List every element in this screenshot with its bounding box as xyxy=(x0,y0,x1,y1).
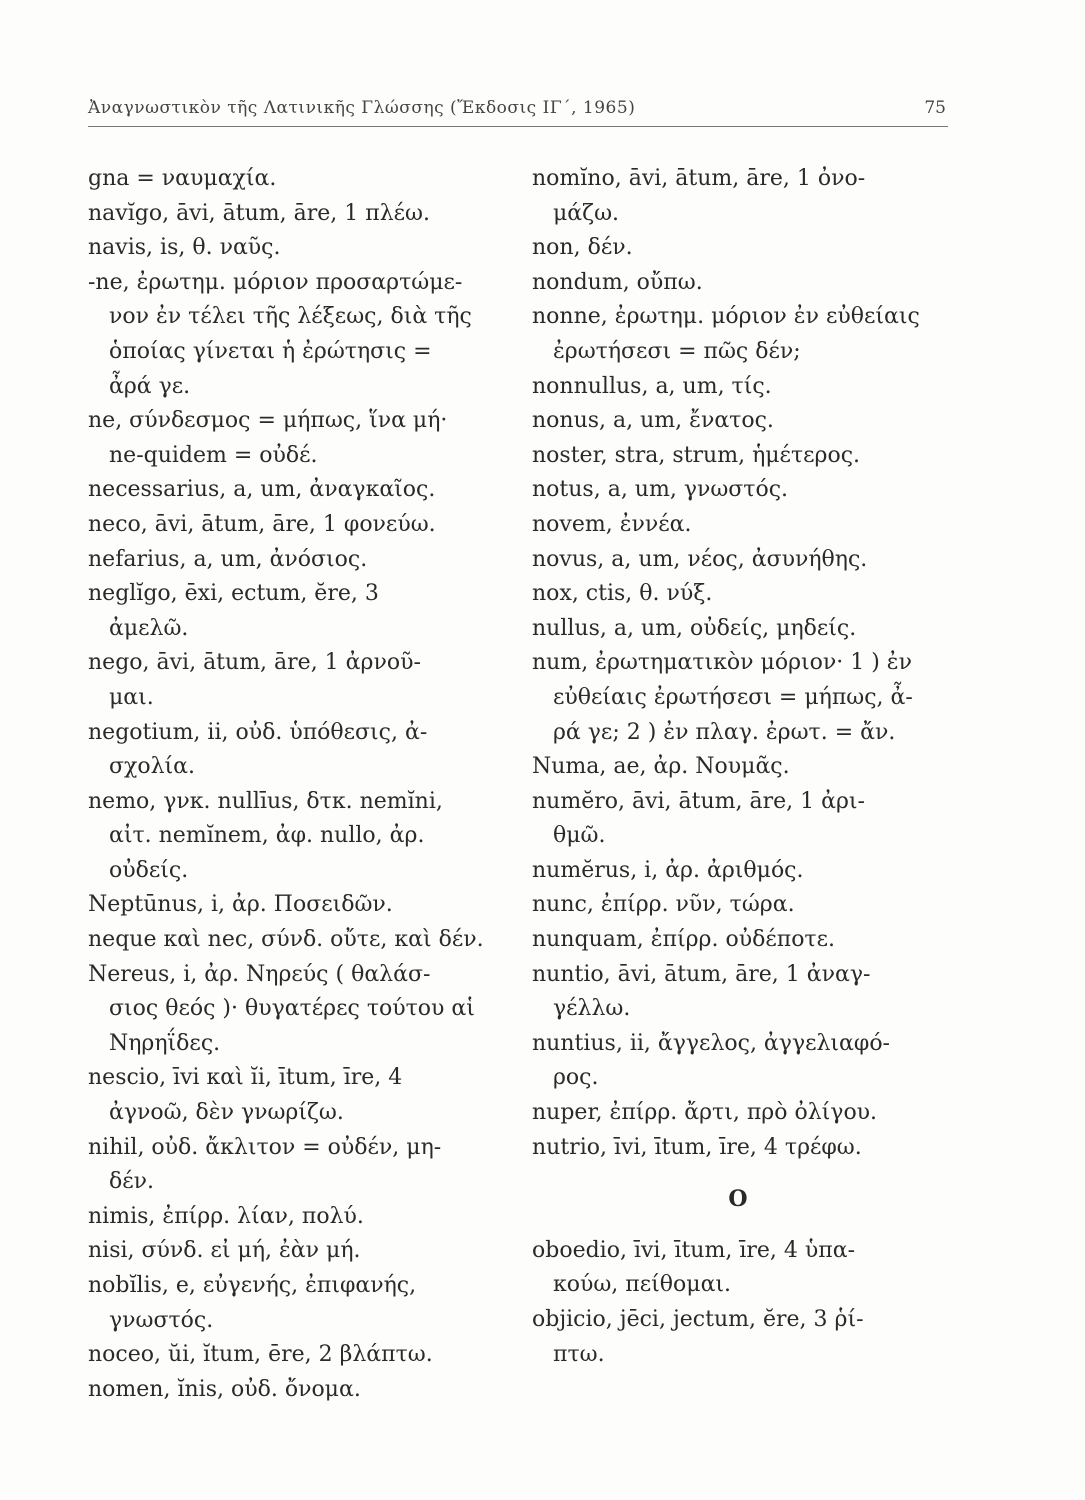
dictionary-entry: neque καὶ nec, σύνδ. οὔτε, καὶ δέν. xyxy=(88,927,484,953)
entry-continuation: μαι. xyxy=(109,684,154,710)
dictionary-entry: negotium, ii, οὐδ. ὑπόθεσις, ἀ- xyxy=(88,719,428,745)
dictionary-entry: nefarius, a, um, ἀνόσιος. xyxy=(88,546,368,572)
entry-continuation: γνωστός. xyxy=(109,1307,214,1333)
entry-continuation: εὐθείαις ἐρωτήσεσι = μήπως, ἆ- xyxy=(553,684,913,710)
dictionary-entry: oboedio, īvi, ītum, īre, 4 ὑπα- xyxy=(532,1237,855,1263)
dictionary-entry: non, δέν. xyxy=(532,235,633,261)
entry-continuation: ὁποίας γίνεται ἡ ἐρώτησις = xyxy=(109,338,432,364)
dictionary-entry: necessarius, a, um, ἀναγκαῖος. xyxy=(88,477,436,503)
dictionary-entry: gna = ναυμαχία. xyxy=(88,166,277,191)
entry-continuation: Νηρηΐδες. xyxy=(109,1030,221,1056)
section-gap xyxy=(532,1217,962,1234)
dictionary-entry: nonus, a, um, ἔνατος. xyxy=(532,408,774,434)
entry-continuation: ἐρωτήσεσι = πῶς δέν; xyxy=(553,338,801,364)
entry-continuation: ἆρά γε. xyxy=(109,373,191,399)
dictionary-entry: Numa, ae, ἀρ. Νουμᾶς. xyxy=(532,754,790,780)
dictionary-entry: nullus, a, um, οὐδείς, μηδείς. xyxy=(532,615,857,641)
dictionary-entry: nemo, γνκ. nullīus, δτκ. nemĭni, xyxy=(88,788,443,814)
entry-continuation: πτω. xyxy=(553,1341,605,1367)
dictionary-entry: navĭgo, āvi, ātum, āre, 1 πλέω. xyxy=(88,200,430,226)
dictionary-entry: nego, āvi, ātum, āre, 1 ἀρνοῦ- xyxy=(88,650,421,676)
entry-continuation: νον ἐν τέλει τῆς λέξεως, διὰ τῆς xyxy=(109,304,472,330)
entry-continuation: σιος θεός )· θυγατέρες τούτου αἱ xyxy=(109,996,475,1022)
dictionary-entry: nonne, ἐρωτημ. μόριον ἐν εὐθείαις xyxy=(532,304,920,330)
dictionary-entry: Neptūnus, i, ἀρ. Ποσειδῶν. xyxy=(88,892,393,918)
dictionary-entry: nox, ctis, θ. νύξ. xyxy=(532,581,713,607)
dictionary-entry: numĕro, āvi, ātum, āre, 1 ἀρι- xyxy=(532,788,865,814)
entry-continuation: οὐδείς. xyxy=(109,857,189,883)
dictionary-entry: nihil, οὐδ. ἄκλιτον = οὐδέν, μη- xyxy=(88,1134,442,1160)
dictionary-entry: -ne, ἐρωτημ. μόριον προσαρτώμε- xyxy=(88,269,463,295)
dictionary-entry: nomen, ĭnis, οὐδ. ὄνομα. xyxy=(88,1376,361,1402)
entry-continuation: ρά γε; 2 ) ἐν πλαγ. ἐρωτ. = ἄν. xyxy=(553,719,896,745)
entry-continuation: ρος. xyxy=(553,1065,599,1091)
dictionary-entry: objicio, jēci, jectum, ĕre, 3 ῥί- xyxy=(532,1307,864,1332)
dictionary-entry: nuntio, āvi, ātum, āre, 1 ἀναγ- xyxy=(532,961,871,987)
entry-continuation: γέλλω. xyxy=(553,996,631,1022)
entry-continuation: θμῶ. xyxy=(553,823,606,849)
dictionary-entry: navis, is, θ. ναῦς. xyxy=(88,235,281,261)
dictionary-entry: numĕrus, i, ἀρ. ἀριθμός. xyxy=(532,857,804,883)
page-number: 75 xyxy=(924,98,946,118)
dictionary-entry: Nereus, i, ἀρ. Νηρεύς ( θαλάσ- xyxy=(88,961,431,987)
entry-continuation: αἰτ. nemĭnem, ἀφ. nullo, ἀρ. xyxy=(109,823,425,849)
dictionary-entry: nimis, ἐπίρρ. λίαν, πολύ. xyxy=(88,1203,364,1229)
dictionary-entry: nunc, ἐπίρρ. νῦν, τώρα. xyxy=(532,892,795,918)
entry-continuation: ἀμελῶ. xyxy=(109,615,189,641)
running-header xyxy=(88,96,948,127)
dictionary-entry: neco, āvi, ātum, āre, 1 φονεύω. xyxy=(88,511,436,537)
dictionary-entry: nondum, οὔπω. xyxy=(532,269,703,295)
dictionary-entry: nuper, ἐπίρρ. ἄρτι, πρὸ ὀλίγου. xyxy=(532,1100,878,1126)
book-title: Ἀναγνωστικὸν τῆς Λατινικῆς Γλώσσης (Ἔκδοσις ΙΓ΄, 1965) xyxy=(88,98,636,118)
dictionary-entry: notus, a, um, γνωστός. xyxy=(532,477,789,503)
dictionary-entry: nisi, σύνδ. εἰ μή, ἐὰν μή. xyxy=(88,1238,361,1264)
dictionary-entry: nonnullus, a, um, τίς. xyxy=(532,373,772,399)
dictionary-entry: noster, stra, strum, ἡμέτερος. xyxy=(532,442,861,468)
entry-continuation: κούω, πείθομαι. xyxy=(553,1272,732,1298)
dictionary-entry: nuntius, ii, ἄγγελος, ἀγγελιαφό- xyxy=(532,1030,890,1056)
left-column xyxy=(88,162,520,1407)
dictionary-entry: novem, ἐννέα. xyxy=(532,511,692,537)
dictionary-entry: noceo, ŭi, ĭtum, ēre, 2 βλάπτω. xyxy=(88,1342,433,1368)
dictionary-entry: nunquam, ἐπίρρ. οὐδέποτε. xyxy=(532,927,835,953)
dictionary-entry: ne, σύνδεσμος = μήπως, ἵνα μή· xyxy=(88,408,448,434)
right-column xyxy=(532,162,962,1372)
dictionary-entry: nutrio, īvi, ītum, īre, 4 τρέφω. xyxy=(532,1134,862,1160)
section-gap xyxy=(532,1165,962,1182)
entry-continuation: μάζω. xyxy=(553,200,620,226)
entry-continuation: ne-quidem = οὐδέ. xyxy=(109,442,318,468)
section-letter-heading: O xyxy=(728,1186,748,1213)
dictionary-entry: neglĭgo, ēxi, ectum, ĕre, 3 xyxy=(88,581,379,607)
entry-continuation: ἀγνοῶ, δὲν γνωρίζω. xyxy=(109,1100,344,1126)
dictionary-entry: nescio, īvi καὶ ĭi, ītum, īre, 4 xyxy=(88,1065,403,1091)
dictionary-entry: novus, a, um, νέος, ἀσυνήθης. xyxy=(532,546,868,572)
dictionary-entry: nomĭno, āvi, ātum, āre, 1 ὀνο- xyxy=(532,166,866,191)
dictionary-entry: nobĭlis, e, εὐγενής, ἐπιφανής, xyxy=(88,1273,417,1298)
entry-continuation: δέν. xyxy=(109,1169,155,1195)
dictionary-entry: num, ἐρωτηματικὸν μόριον· 1 ) ἐν xyxy=(532,650,912,676)
entry-continuation: σχολία. xyxy=(109,754,196,780)
